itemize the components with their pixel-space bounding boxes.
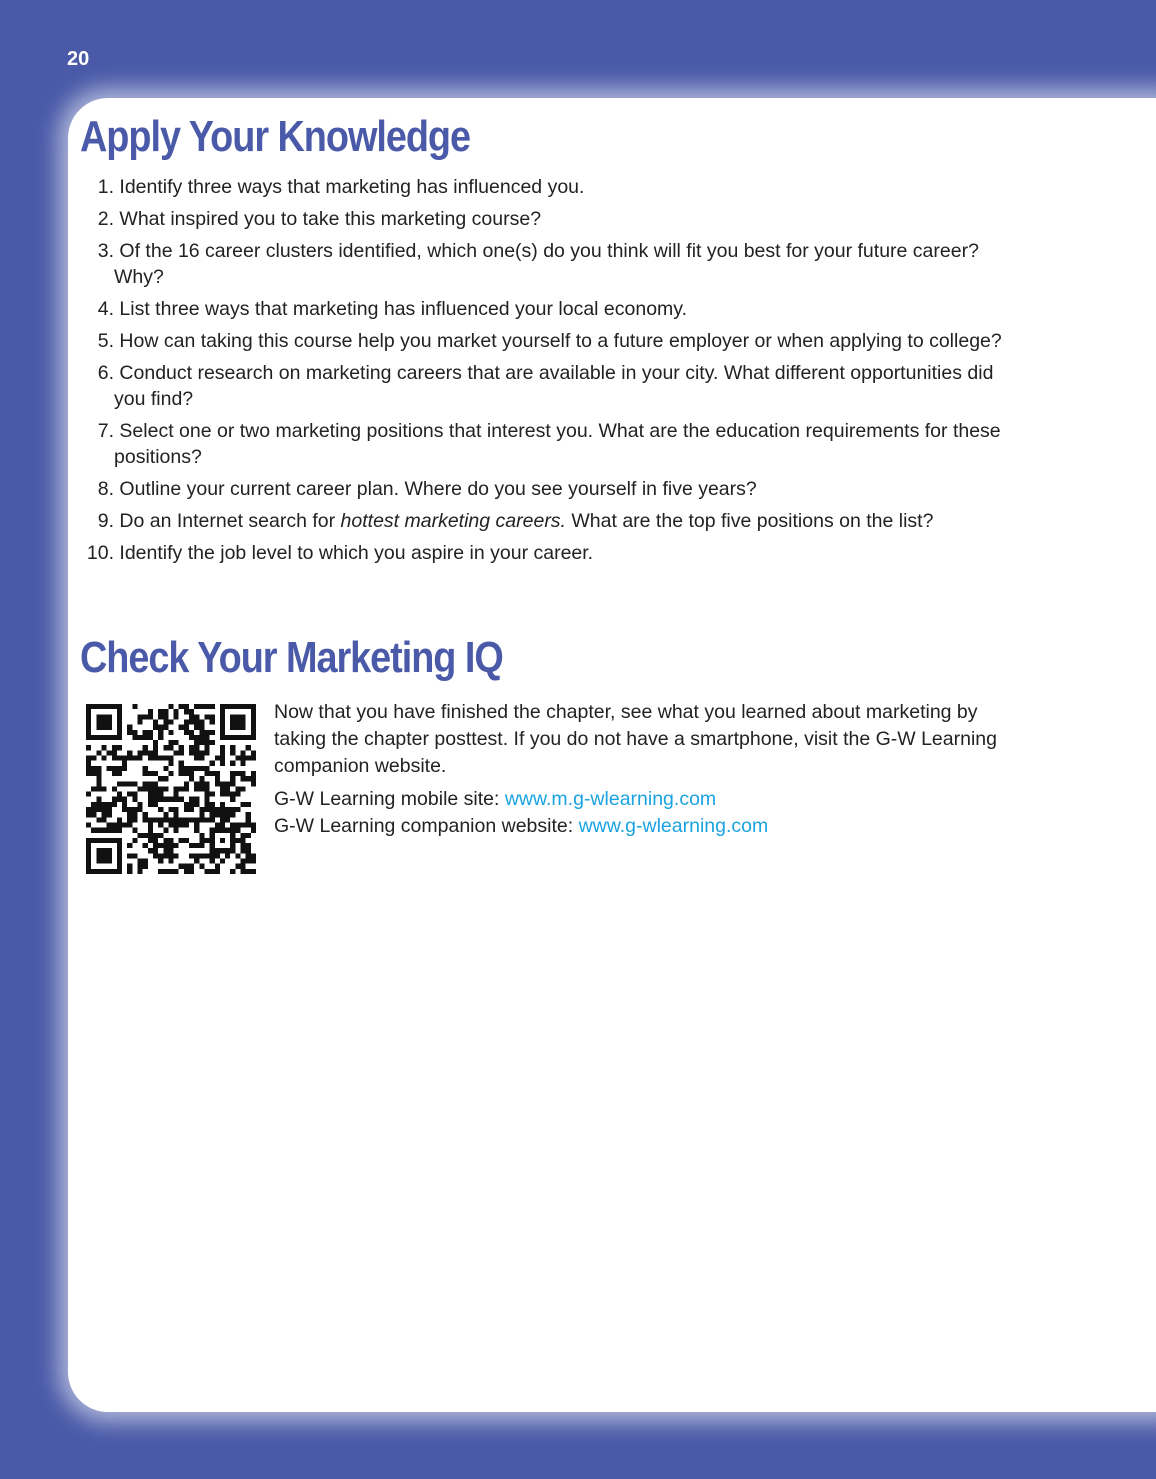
item-text: How can taking this course help you market yourself to a future employer or when applying to college?: [119, 330, 1002, 352]
list-item: [80, 476, 1020, 502]
item-number: 1.: [97, 176, 114, 198]
section-title-apply-your-knowledge: Apply Your Knowledge: [80, 112, 471, 161]
list-item: [80, 328, 1020, 354]
list-item: [80, 508, 1020, 534]
list-item: [80, 296, 1020, 322]
item-text: List three ways that marketing has influenced your local economy.: [119, 298, 688, 320]
item-text: Do an Internet search for hottest marketing careers. What are the top five positions on the list?: [119, 510, 934, 532]
intro-paragraph: Now that you have finished the chapter, see what you learned about marketing by taking the chapter posttest. If you do not have a smartphone, visit the G-W Learning companion website.: [274, 701, 997, 777]
item-text: Select one or two marketing positions that interest you. What are the education requirements for these positions?: [114, 420, 1001, 468]
item-text: Identify the job level to which you aspire in your career.: [119, 542, 594, 564]
item-number: 10.: [86, 542, 114, 564]
list-item: [80, 174, 1020, 200]
item-number: 4.: [97, 298, 114, 320]
item-text: Of the 16 career clusters identified, which one(s) do you think will fit you best for your future career? Why?: [114, 240, 979, 288]
item-text: Identify three ways that marketing has influenced you.: [119, 176, 585, 198]
question-list: [80, 174, 1020, 572]
companion-site-line: [274, 813, 1014, 840]
mobile-site-line: [274, 786, 1014, 813]
item-number: 2.: [97, 208, 114, 230]
marketing-iq-text: [274, 699, 1014, 840]
item-text: Outline your current career plan. Where do you see yourself in five years?: [119, 478, 757, 500]
list-item: [80, 540, 1020, 566]
item-number: 6.: [97, 362, 114, 384]
list-item: [80, 360, 1020, 412]
item-number: 5.: [97, 330, 114, 352]
item-number: 3.: [97, 240, 114, 262]
list-item: [80, 418, 1020, 470]
item-number: 9.: [97, 510, 114, 532]
item-text: Conduct research on marketing careers that are available in your city. What different opportunities did you find?: [114, 362, 994, 410]
list-item: [80, 206, 1020, 232]
mobile-site-link[interactable]: www.m.g-wlearning.com: [504, 788, 717, 810]
page-number: 20: [67, 48, 90, 70]
companion-site-label: G-W Learning companion website:: [274, 815, 579, 837]
italic-phrase: hottest marketing careers.: [340, 510, 566, 532]
list-item: [80, 238, 1020, 290]
mobile-site-label: G-W Learning mobile site:: [274, 788, 505, 810]
item-number: 7.: [97, 420, 114, 442]
item-text: What inspired you to take this marketing course?: [119, 208, 542, 230]
section-title-check-your-marketing-iq: Check Your Marketing IQ: [80, 633, 503, 682]
qr-code-icon[interactable]: [86, 704, 256, 874]
item-number: 8.: [97, 478, 114, 500]
companion-site-link[interactable]: www.g-wlearning.com: [578, 815, 769, 837]
